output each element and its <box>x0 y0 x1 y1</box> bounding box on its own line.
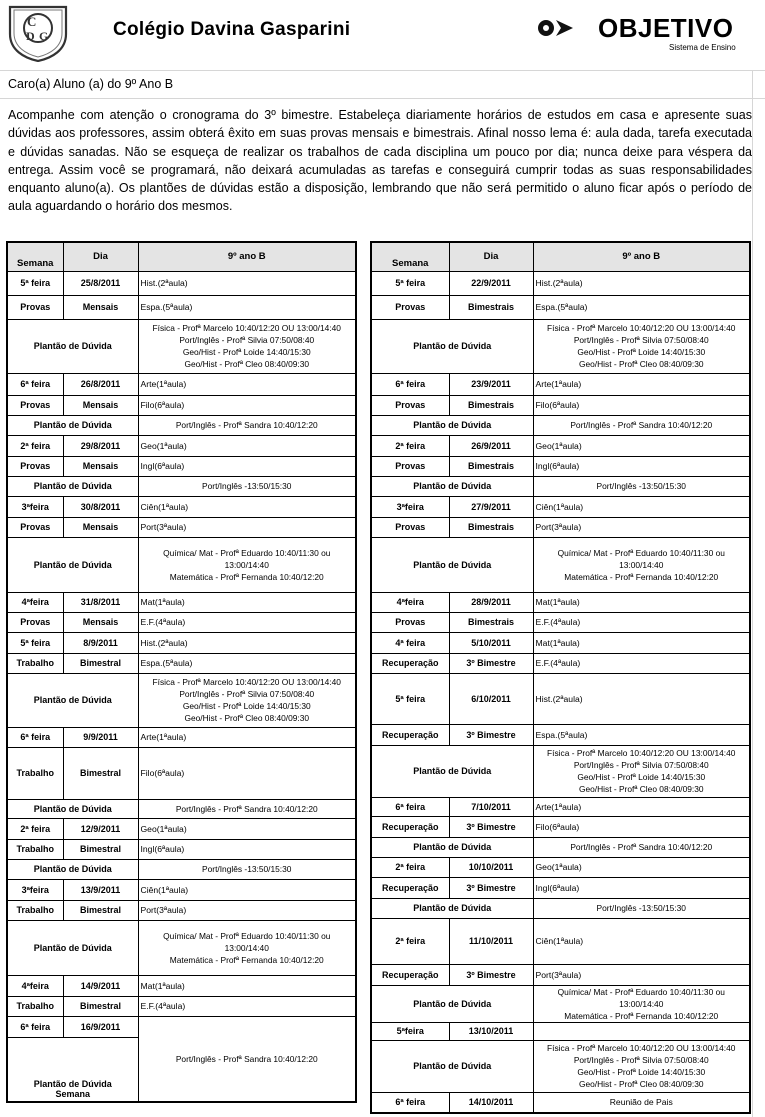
table-row <box>371 673 750 724</box>
semana-cell: 4ªfeira <box>371 592 449 612</box>
dia-cell: Mensais <box>63 612 138 632</box>
semana-cell: 2ª feira <box>371 857 449 877</box>
plantao-line: Geo/Hist - Profª Cleo 08:40/09:30 <box>578 1079 704 1089</box>
plantao-notes-cell <box>533 415 750 435</box>
subject-cell: Mat(1ªaula) <box>138 975 356 996</box>
plantao-notes-cell <box>533 837 750 857</box>
subject-cell: Ingl(6ªaula) <box>533 877 750 898</box>
semana-cell: 2ª feira <box>7 435 63 456</box>
table-row <box>7 496 356 517</box>
table-row <box>7 612 356 632</box>
plantao-line: Física - Profª Marcelo 10:40/12:20 OU 13:00/14:40 <box>547 748 736 758</box>
plantao-line: Geo/Hist - Profª Loide 14:40/15:30 <box>577 1067 706 1077</box>
semana-cell: Recuperação <box>371 877 449 898</box>
subject-cell: Ingl(6ªaula) <box>138 839 356 859</box>
plantao-line: Geo/Hist - Profª Cleo 08:40/09:30 <box>578 359 704 369</box>
subject-cell: Geo(1ªaula) <box>138 818 356 839</box>
plantao-line: Geo/Hist - Profª Loide 14:40/15:30 <box>577 347 706 357</box>
header-turma: 9º ano B <box>138 242 356 271</box>
plantao-row <box>371 985 750 1022</box>
subject-cell: Geo(1ªaula) <box>533 435 750 456</box>
table-row <box>7 592 356 612</box>
plantao-row <box>371 476 750 496</box>
plantao-notes-cell <box>533 1040 750 1092</box>
plantao-row <box>371 415 750 435</box>
semana-cell: Trabalho <box>7 653 63 673</box>
svg-text:G: G <box>39 29 49 43</box>
semana-cell: Recuperação <box>371 964 449 985</box>
plantao-label-cell: Plantão de Dúvida <box>371 476 533 496</box>
dia-cell: 12/9/2011 <box>63 818 138 839</box>
plantao-row <box>7 859 356 879</box>
plantao-label-cell: Plantão de Dúvida <box>371 898 533 918</box>
subject-cell: E.F.(4ªaula) <box>138 996 356 1016</box>
dia-cell: 31/8/2011 <box>63 592 138 612</box>
table-row <box>7 879 356 900</box>
dia-cell: Bimestral <box>63 747 138 799</box>
dia-cell: Bimestral <box>63 996 138 1016</box>
semana-cell: Provas <box>7 295 63 319</box>
subject-cell: Port(3ªaula) <box>138 900 356 920</box>
plantao-line: Port/Inglês - Profª Sandra 10:40/12:20 <box>175 1053 318 1064</box>
dia-cell: 26/9/2011 <box>449 435 533 456</box>
brand-name: OBJETIVO <box>598 13 734 43</box>
plantao-label-cell: Plantão de Dúvida <box>7 537 138 592</box>
subject-cell: Filo(6ªaula) <box>533 816 750 837</box>
plantao-line: Física - Profª Marcelo 10:40/12:20 OU 13:00/14:40 <box>152 677 341 687</box>
dia-cell: 16/9/2011 <box>63 1016 138 1037</box>
plantao-line: Port/Inglês - Profª Sandra 10:40/12:20 <box>570 420 713 430</box>
semana-cell: Recuperação <box>371 724 449 745</box>
dia-cell: 26/8/2011 <box>63 373 138 395</box>
subject-cell: Mat(1ªaula) <box>533 632 750 653</box>
semana-cell: Provas <box>371 395 449 415</box>
subject-cell: Arte(1ªaula) <box>533 797 750 816</box>
plantao-row <box>7 319 356 373</box>
plantao-line: 13:00/14:40 <box>224 559 269 570</box>
plantao-line: Port/Inglês - Profª Silvia 07:50/08:40 <box>573 335 709 345</box>
plantao-line: Port/Inglês -13:50/15:30 <box>596 903 686 913</box>
subject-cell: Port(3ªaula) <box>533 964 750 985</box>
objetivo-logo-icon <box>536 17 574 39</box>
semana-cell: Recuperação <box>371 653 449 673</box>
sheet-gridline <box>0 98 765 99</box>
subject-cell: Geo(1ªaula) <box>533 857 750 877</box>
plantao-label-cell: Plantão de Dúvida <box>371 537 533 592</box>
semana-cell: 5ª feira <box>7 271 63 295</box>
semana-cell: 2ª feira <box>7 818 63 839</box>
table-row <box>371 724 750 745</box>
dia-cell: Bimestral <box>63 839 138 859</box>
intro-paragraph: Acompanhe com atenção o cronograma do 3º bimestre. Estabeleça diariamente horários de estudos em casa e apresente suas dúvidas aos professores, assim obterá êxito em suas provas mensais e bimestrais. Afinal nosso lema é: aula dada, tarefa executada e dúvidas sanadas. Não se esqueça de realizar os trabalhos de cada disciplina um pouco por dia; nunca deixe para véspera da entrega. Assim você se programará, não deixará acumuladas as tarefas e conseguirá cumprir todas as suas responsabilidades enquanto aluno(a). Os plantões de dúvidas estão a disposição, lembrando que não será permitido o aluno ficar após o período de aula aguardando o horário dos mesmos. <box>8 108 752 214</box>
dia-cell: 10/10/2011 <box>449 857 533 877</box>
table-row <box>371 592 750 612</box>
subject-cell: Filo(6ªaula) <box>138 395 356 415</box>
table-row <box>371 1022 750 1040</box>
table-row <box>371 632 750 653</box>
semana-cell: Provas <box>7 456 63 476</box>
semana-cell: 6ª feira <box>371 373 449 395</box>
dia-cell: Mensais <box>63 456 138 476</box>
plantao-line: Geo/Hist - Profª Cleo 08:40/09:30 <box>578 784 704 794</box>
plantao-notes-cell <box>138 673 356 727</box>
table-row <box>371 612 750 632</box>
subject-cell: Hist.(2ªaula) <box>533 673 750 724</box>
plantao-row <box>7 673 356 727</box>
subject-cell: Hist.(2ªaula) <box>138 271 356 295</box>
table-row <box>7 1016 356 1037</box>
semana-cell: Trabalho <box>7 900 63 920</box>
plantao-notes-cell <box>138 319 356 373</box>
svg-text:C: C <box>27 14 37 29</box>
dia-cell: Bimestrais <box>449 612 533 632</box>
plantao-line: Geo/Hist - Profª Loide 14:40/15:30 <box>182 701 311 711</box>
subject-cell: Hist.(2ªaula) <box>138 632 356 653</box>
sheet-gridline <box>752 70 753 1117</box>
semana-cell: 2ª feira <box>371 435 449 456</box>
semana-cell: Provas <box>7 395 63 415</box>
semana-cell: 5ª feira <box>371 673 449 724</box>
plantao-line: Geo/Hist - Profª Loide 14:40/15:30 <box>577 772 706 782</box>
dia-cell: 29/8/2011 <box>63 435 138 456</box>
semana-cell: 4ªfeira <box>7 592 63 612</box>
plantao-line: Port/Inglês -13:50/15:30 <box>202 864 292 874</box>
plantao-label: Plantão de Dúvida <box>33 1079 112 1089</box>
plantao-row <box>371 1040 750 1092</box>
plantao-label-cell: Plantão de Dúvida <box>7 920 138 975</box>
plantao-row <box>371 837 750 857</box>
header-turma: 9º ano B <box>533 242 750 271</box>
subject-cell: Ingl(6ªaula) <box>138 456 356 476</box>
semana-cell: Provas <box>371 456 449 476</box>
table-row <box>371 857 750 877</box>
table-row <box>371 456 750 476</box>
semana-cell: 6ª feira <box>371 1092 449 1113</box>
plantao-row <box>7 415 356 435</box>
greeting-text: Caro(a) Aluno (a) do 9º Ano B <box>8 77 174 91</box>
dia-cell: Mensais <box>63 395 138 415</box>
dia-cell: Bimestral <box>63 900 138 920</box>
plantao-label-cell: Plantão de Dúvida <box>371 1040 533 1092</box>
table-row <box>7 295 356 319</box>
plantao-label-cell: Plantão de Dúvida <box>371 415 533 435</box>
school-shield-logo <box>6 4 70 62</box>
plantao-line: 13:00/14:40 <box>224 942 269 953</box>
svg-text:D: D <box>26 29 35 43</box>
table-row <box>7 900 356 920</box>
table-row <box>7 632 356 653</box>
table-row <box>371 373 750 395</box>
plantao-line: Química/ Mat - Profª Eduardo 10:40/11:30 ou <box>557 547 725 558</box>
dia-cell: Bimestrais <box>449 517 533 537</box>
subject-cell: Ingl(6ªaula) <box>533 456 750 476</box>
plantao-label-cell: Plantão de Dúvida <box>371 745 533 797</box>
dia-cell: Bimestrais <box>449 395 533 415</box>
semana-cell: 3ªfeira <box>7 496 63 517</box>
plantao-notes-cell <box>138 415 356 435</box>
plantao-label-cell: Plantão de Dúvida <box>7 319 138 373</box>
subject-cell: E.F.(4ªaula) <box>533 653 750 673</box>
plantao-line: Matemática - Profª Fernanda 10:40/12:20 <box>564 1010 719 1021</box>
plantao-notes-cell <box>138 859 356 879</box>
subject-cell: Arte(1ªaula) <box>533 373 750 395</box>
plantao-label-cell: Plantão de Dúvida <box>7 799 138 818</box>
table-row <box>7 456 356 476</box>
table-row <box>371 295 750 319</box>
plantao-notes-cell <box>533 537 750 592</box>
plantao-label-cell: Plantão de Dúvida <box>371 837 533 857</box>
plantao-line: Port/Inglês - Profª Sandra 10:40/12:20 <box>570 842 713 852</box>
subject-cell: Port(3ªaula) <box>138 517 356 537</box>
table-row <box>7 435 356 456</box>
header-dia: Dia <box>449 242 533 271</box>
subject-cell: Ciên(1ªaula) <box>533 918 750 964</box>
table-row <box>7 975 356 996</box>
table-row <box>371 517 750 537</box>
semana-cell: Trabalho <box>7 747 63 799</box>
dia-cell: 13/9/2011 <box>63 879 138 900</box>
plantao-line: Port/Inglês - Profª Sandra 10:40/12:20 <box>175 803 318 814</box>
dia-cell: 25/8/2011 <box>63 271 138 295</box>
semana-cell: 6ª feira <box>7 373 63 395</box>
plantao-label-cell: Plantão de Dúvida <box>7 673 138 727</box>
dia-cell: 5/10/2011 <box>449 632 533 653</box>
plantao-line: Port/Inglês - Profª Sandra 10:40/12:20 <box>175 420 318 430</box>
semana-cell: 5ªfeira <box>371 1022 449 1040</box>
semana-cell: 6ª feira <box>371 797 449 816</box>
plantao-line: Química/ Mat - Profª Eduardo 10:40/11:30 ou <box>163 547 331 558</box>
plantao-label-cell: Plantão de Dúvida <box>7 859 138 879</box>
subject-cell: Ciên(1ªaula) <box>138 496 356 517</box>
schedule-table-right <box>370 241 751 1114</box>
dia-cell: 6/10/2011 <box>449 673 533 724</box>
dia-cell: 3º Bimestre <box>449 877 533 898</box>
subject-cell: Arte(1ªaula) <box>138 373 356 395</box>
dia-cell: 9/9/2011 <box>63 727 138 747</box>
subject-cell: Espa.(5ªaula) <box>533 724 750 745</box>
semana-cell: 4ª feira <box>371 632 449 653</box>
dia-cell: 28/9/2011 <box>449 592 533 612</box>
plantao-line: Geo/Hist - Profª Cleo 08:40/09:30 <box>184 713 310 723</box>
table-row <box>371 1092 750 1113</box>
table-row <box>371 653 750 673</box>
semana-cell: 4ªfeira <box>7 975 63 996</box>
table-row <box>371 918 750 964</box>
semana-cell: 5ª feira <box>371 271 449 295</box>
plantao-row <box>7 537 356 592</box>
dia-cell: Mensais <box>63 295 138 319</box>
header <box>0 0 765 70</box>
semana-cell: Provas <box>371 295 449 319</box>
plantao-line: Port/Inglês -13:50/15:30 <box>596 481 686 491</box>
table-row <box>371 797 750 816</box>
table-row <box>7 727 356 747</box>
semana-cell: 2ª feira <box>371 918 449 964</box>
subject-cell: Espa.(5ªaula) <box>138 295 356 319</box>
table-row <box>7 747 356 799</box>
semana-cell: Provas <box>7 517 63 537</box>
dia-cell: 11/10/2011 <box>449 918 533 964</box>
plantao-label-cell: Plantão de Dúvida <box>371 319 533 373</box>
semana-cell: 3ªfeira <box>371 496 449 517</box>
plantao-row <box>7 920 356 975</box>
dia-cell: 22/9/2011 <box>449 271 533 295</box>
plantao-line: Port/Inglês - Profª Silvia 07:50/08:40 <box>179 335 315 345</box>
semana-cell: 6ª feira <box>7 727 63 747</box>
plantao-line: 13:00/14:40 <box>619 559 664 570</box>
plantao-row <box>7 799 356 818</box>
plantao-label-cell: Plantão de Dúvida <box>371 985 533 1022</box>
subject-cell: E.F.(4ªaula) <box>533 612 750 632</box>
dia-cell: Mensais <box>63 517 138 537</box>
table-header-row <box>371 242 750 271</box>
plantao-line: 13:00/14:40 <box>619 998 664 1009</box>
plantao-row <box>371 745 750 797</box>
table-row <box>7 517 356 537</box>
semana-cell: Provas <box>371 612 449 632</box>
dia-cell: 23/9/2011 <box>449 373 533 395</box>
dia-cell: 8/9/2011 <box>63 632 138 653</box>
table-row <box>7 373 356 395</box>
dia-cell: 13/10/2011 <box>449 1022 533 1040</box>
dia-cell: 14/10/2011 <box>449 1092 533 1113</box>
plantao-notes-cell <box>533 476 750 496</box>
table-row <box>371 816 750 837</box>
plantao-notes-cell <box>533 985 750 1022</box>
plantao-row <box>7 476 356 496</box>
subject-cell: Hist.(2ªaula) <box>533 271 750 295</box>
plantao-notes-cell <box>138 799 356 818</box>
subject-cell: Ciên(1ªaula) <box>533 496 750 517</box>
dia-cell: 3º Bimestre <box>449 964 533 985</box>
plantao-line: Geo/Hist - Profª Loide 14:40/15:30 <box>182 347 311 357</box>
subject-cell: E.F.(4ªaula) <box>138 612 356 632</box>
subject-cell: Port(3ªaula) <box>533 517 750 537</box>
header-semana: Semana <box>371 242 449 271</box>
plantao-line: Química/ Mat - Profª Eduardo 10:40/11:30 ou <box>557 986 725 997</box>
plantao-line: Matemática - Profª Fernanda 10:40/12:20 <box>169 571 324 582</box>
subject-cell: Ciên(1ªaula) <box>138 879 356 900</box>
subject-cell <box>533 1022 750 1040</box>
table-header-row <box>7 242 356 271</box>
subject-cell: Reunião de Pais <box>533 1092 750 1113</box>
plantao-notes-cell <box>138 476 356 496</box>
semana-cell: Trabalho <box>7 839 63 859</box>
table-row <box>371 496 750 517</box>
subject-cell: Arte(1ªaula) <box>138 727 356 747</box>
school-name: Colégio Davina Gasparini <box>113 19 351 40</box>
plantao-line: Port/Inglês - Profª Silvia 07:50/08:40 <box>573 760 709 770</box>
subject-cell: Filo(6ªaula) <box>138 747 356 799</box>
plantao-row <box>371 537 750 592</box>
semana-cell: 5ª feira <box>7 632 63 653</box>
plantao-notes-cell <box>138 537 356 592</box>
semana-cell: Recuperação <box>371 816 449 837</box>
dia-cell: 14/9/2011 <box>63 975 138 996</box>
plantao-line: Física - Profª Marcelo 10:40/12:20 OU 13:00/14:40 <box>547 1043 736 1053</box>
table-row <box>7 996 356 1016</box>
plantao-line: Matemática - Profª Fernanda 10:40/12:20 <box>564 571 719 582</box>
plantao-label-cell: Plantão de Dúvida <box>7 476 138 496</box>
semana-cell: Provas <box>371 517 449 537</box>
dia-cell: 3º Bimestre <box>449 653 533 673</box>
subject-cell: Geo(1ªaula) <box>138 435 356 456</box>
plantao-label-cell <box>7 1037 138 1102</box>
plantao-notes-cell <box>533 745 750 797</box>
subject-cell: Espa.(5ªaula) <box>138 653 356 673</box>
dia-cell: Bimestrais <box>449 456 533 476</box>
semana-cell: 6ª feira <box>7 1016 63 1037</box>
table-row <box>7 839 356 859</box>
semana-cell: 3ªfeira <box>7 879 63 900</box>
plantao-line: Física - Profª Marcelo 10:40/12:20 OU 13:00/14:40 <box>152 323 341 333</box>
plantao-notes-cell <box>138 920 356 975</box>
subject-cell: Mat(1ªaula) <box>533 592 750 612</box>
dia-cell: 3º Bimestre <box>449 724 533 745</box>
plantao-line: Port/Inglês -13:50/15:30 <box>202 481 292 491</box>
plantao-line: Física - Profª Marcelo 10:40/12:20 OU 13:00/14:40 <box>547 323 736 333</box>
plantao-notes-cell <box>138 1016 356 1102</box>
sheet-gridline <box>0 70 765 71</box>
brand-subtitle: Sistema de Ensino <box>669 43 736 52</box>
dia-cell: Bimestral <box>63 653 138 673</box>
plantao-line: Port/Inglês - Profª Silvia 07:50/08:40 <box>573 1055 709 1065</box>
dia-cell: 30/8/2011 <box>63 496 138 517</box>
dia-cell: 27/9/2011 <box>449 496 533 517</box>
semana-cell: Provas <box>7 612 63 632</box>
header-dia: Dia <box>63 242 138 271</box>
plantao-line: Matemática - Profª Fernanda 10:40/12:20 <box>169 954 324 965</box>
table-row <box>7 395 356 415</box>
plantao-line: Química/ Mat - Profª Eduardo 10:40/11:30 ou <box>163 930 331 941</box>
plantao-line: Port/Inglês - Profª Silvia 07:50/08:40 <box>179 689 315 699</box>
plantao-line: Geo/Hist - Profª Cleo 08:40/09:30 <box>184 359 310 369</box>
header-semana: Semana <box>7 242 63 271</box>
semana-cell: Trabalho <box>7 996 63 1016</box>
table-row <box>371 435 750 456</box>
table-row <box>371 271 750 295</box>
table-row <box>371 964 750 985</box>
table-row <box>371 395 750 415</box>
schedule-table-left <box>6 241 357 1103</box>
plantao-row <box>371 898 750 918</box>
subject-cell: Espa.(5ªaula) <box>533 295 750 319</box>
table-row <box>7 818 356 839</box>
table-row <box>7 653 356 673</box>
plantao-notes-cell <box>533 319 750 373</box>
dia-cell: 7/10/2011 <box>449 797 533 816</box>
dia-cell: 3º Bimestre <box>449 816 533 837</box>
subject-cell: Mat(1ªaula) <box>138 592 356 612</box>
table-row <box>7 271 356 295</box>
table-row <box>371 877 750 898</box>
plantao-sublabel: Semana <box>55 1089 91 1099</box>
dia-cell: Bimestrais <box>449 295 533 319</box>
plantao-notes-cell <box>533 898 750 918</box>
subject-cell: Filo(6ªaula) <box>533 395 750 415</box>
plantao-label-cell: Plantão de Dúvida <box>7 415 138 435</box>
plantao-row <box>371 319 750 373</box>
